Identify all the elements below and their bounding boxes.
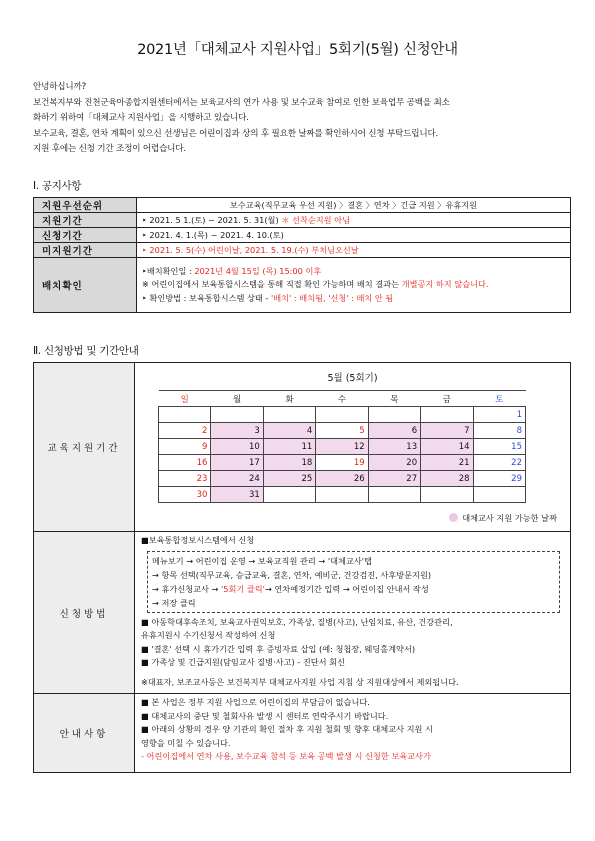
- nosupport-value: ‣ 2021. 5. 5(수) 어린이날, 2021. 5. 19.(수) 부처님오신날: [137, 243, 571, 258]
- calendar-day: 27: [368, 471, 420, 487]
- calendar-day: [316, 487, 368, 503]
- day-header: 토: [473, 391, 525, 407]
- section-heading-apply: Ⅱ. 신청방법 및 기간안내: [33, 345, 139, 357]
- guide-cell: [135, 694, 571, 773]
- confirm-method: ‣ 확인방법 : 보육통합시스템 상태 -: [142, 292, 271, 303]
- confirm-cell: [137, 258, 571, 313]
- menu-path-line: → 항목 선택(직무교육, 승급교육, 결혼, 연차, 예비군, 건강검진, 사후방문지원): [152, 569, 432, 580]
- intro-line: 보건복지부와 진천군육아종합지원센터에서는 보육교사의 연가 사용 및 보수교육 참여로 인한 보육업무 공백을 최소: [33, 97, 450, 108]
- page-title: 2021년「대체교사 지원사업」5회기(5월) 신청안내: [137, 42, 458, 58]
- day-header: 수: [316, 391, 368, 407]
- method-line: 유휴지원시 수기신청서 작성하여 신청: [141, 630, 276, 640]
- calendar-label: 교육지원기간: [34, 363, 135, 532]
- calendar-day: [263, 487, 315, 503]
- calendar-title: 5월 (5회기): [327, 373, 378, 384]
- confirm-date: 2021년 4월 15일 (목) 15:00 이후: [194, 265, 322, 276]
- menu-path-line: 메뉴보기 → 어린이집 운영 → 보육교직원 관리 → '대체교사'탭: [152, 555, 372, 566]
- calendar-day: 31: [211, 487, 263, 503]
- day-header: 화: [263, 391, 315, 407]
- priority-label: 지원우선순위: [34, 198, 137, 213]
- menu-path-line: → 저장 클릭: [152, 597, 196, 608]
- method-label: 신청방법: [34, 532, 135, 694]
- menu-path-box: [147, 551, 560, 613]
- calendar-day: 24: [211, 471, 263, 487]
- period-value: ‣ 2021. 5 1.(토) ~ 2021. 5. 31(월): [142, 214, 279, 225]
- method-line: ■보육통합정보시스템에서 신청: [141, 535, 255, 545]
- menu-path-line: → 연차예정기간 입력 → 어린이집 안내서 작성: [264, 583, 429, 594]
- calendar-day: 7: [421, 423, 473, 439]
- calendar-day: 17: [211, 455, 263, 471]
- guide-line: ■ 본 사업은 정부 지원 사업으로 어린이집의 부담금이 없습니다.: [141, 697, 370, 707]
- guide-warning: - 어린이집에서 연차 사용, 보수교육 참석 등 보육 공백 발생 시 신청한 보육교사가: [141, 751, 431, 761]
- calendar-day: 30: [159, 487, 211, 503]
- calendar-day: 28: [421, 471, 473, 487]
- method-cell: [135, 532, 571, 694]
- calendar-day: 19: [316, 455, 368, 471]
- calendar-day: 14: [421, 439, 473, 455]
- calendar-day: 4: [263, 423, 315, 439]
- apply-value: ‣ 2021. 4. 1.(목) ~ 2021. 4. 10.(토): [137, 228, 571, 243]
- day-header: 목: [368, 391, 420, 407]
- calendar-day: 11: [263, 439, 315, 455]
- period-cell: [137, 213, 571, 228]
- calendar-day: 9: [159, 439, 211, 455]
- calendar-day: 18: [263, 455, 315, 471]
- guide-label: 안내사항: [34, 694, 135, 773]
- calendar-day: 25: [263, 471, 315, 487]
- calendar-day: 26: [316, 471, 368, 487]
- method-line: ■ '결혼' 선택 시 휴가기간 입력 후 증빙자료 삽입 (예: 청첩장, 웨딩홀계약서): [141, 643, 416, 654]
- calendar-day: 8: [473, 423, 525, 439]
- apply-label: 신청기간: [34, 228, 137, 243]
- intro-line: 안녕하십니까?: [33, 82, 86, 92]
- legend-dot-icon: [449, 513, 458, 522]
- day-header: 금: [421, 391, 473, 407]
- confirm-note-emph: 개별공지 하지 않습니다.: [401, 279, 489, 290]
- calendar-day: 12: [316, 439, 368, 455]
- calendar-day: 22: [473, 455, 525, 471]
- legend-text: 대체교사 지원 가능한 날짜: [462, 513, 557, 523]
- day-header: 월: [211, 391, 263, 407]
- guide-line: ■ 아래의 상황의 경우 양 기관의 확인 절차 후 지원 철회 및 향후 대체교사 지원 시: [141, 724, 433, 734]
- calendar-day: [421, 487, 473, 503]
- intro-line: 보수교육, 결혼, 연차 계획이 있으신 선생님은 어린이집과 상의 후 필요한 날짜를 확인하시어 신청 부탁드립니다.: [33, 128, 439, 139]
- confirm-method-emph: '배치' : 배치됨, '신청' : 배치 안 됨: [270, 292, 394, 303]
- period-label: 지원기간: [34, 213, 137, 228]
- priority-value: 보수교육(직무교육 우선 지원) 〉결혼 〉연차 〉긴급 지원 〉유휴지원: [137, 198, 571, 213]
- nosupport-label: 미지원기간: [34, 243, 137, 258]
- calendar-day: [473, 487, 525, 503]
- confirm-note: ※ 어린이집에서 보육통합시스템을 통해 직접 확인 가능하며 배치 결과는: [142, 279, 402, 290]
- calendar-day: [368, 487, 420, 503]
- period-note: ＊ 선착순지원 아님: [278, 214, 350, 225]
- calendar-day: 29: [473, 471, 525, 487]
- intro-line: 지원 후에는 신청 기간 조정이 어렵습니다.: [33, 144, 186, 155]
- calendar-day: [316, 407, 368, 423]
- calendar-legend: [136, 513, 557, 524]
- calendar-day: 15: [473, 439, 525, 455]
- confirm-label: 배치확인: [34, 258, 137, 313]
- calendar-cell: [135, 363, 571, 532]
- calendar: [158, 390, 526, 503]
- calendar-day: 5: [316, 423, 368, 439]
- calendar-day: 3: [211, 423, 263, 439]
- confirm-date-label: ‣배치확인일 :: [142, 265, 195, 276]
- intro-paragraph: [33, 80, 573, 158]
- calendar-day: 10: [211, 439, 263, 455]
- intro-line: 화하기 위하여「대체교사 지원사업」을 시행하고 있습니다.: [33, 113, 249, 124]
- menu-path-line: → 휴가신청교사 →: [152, 583, 221, 594]
- calendar-day: [263, 407, 315, 423]
- calendar-day: [368, 407, 420, 423]
- guide-line: 영향을 미칠 수 있습니다.: [141, 737, 231, 748]
- calendar-day: 13: [368, 439, 420, 455]
- menu-path-emph: '5회기 클릭': [220, 583, 265, 594]
- calendar-day: 20: [368, 455, 420, 471]
- calendar-day: [211, 407, 263, 423]
- method-note: ※대표자, 보조교사등은 보건복지부 대체교사지원 사업 지침 상 지원대상에서 제외됩니다.: [141, 676, 459, 687]
- calendar-day: 21: [421, 455, 473, 471]
- method-line: ■ 아동학대후속조치, 보육교사권익보호, 가족상, 질병(사고), 난임치료, 유산, 건강관리,: [141, 616, 453, 627]
- calendar-day: 6: [368, 423, 420, 439]
- section-heading-notice: Ⅰ. 공지사항: [33, 180, 82, 192]
- calendar-day: 1: [473, 407, 525, 423]
- calendar-day: [421, 407, 473, 423]
- notice-table: [33, 197, 571, 313]
- calendar-day: 16: [159, 455, 211, 471]
- calendar-day: [159, 407, 211, 423]
- day-header: 일: [159, 391, 211, 407]
- apply-table: [33, 362, 571, 773]
- method-line: ■ 가족상 및 긴급지원(담임교사 질병·사고) - 진단서 회신: [141, 657, 345, 667]
- calendar-day: 2: [159, 423, 211, 439]
- calendar-day: 23: [159, 471, 211, 487]
- guide-line: ■ 대체교사의 중단 및 철회사유 발생 시 센터로 연락주시기 바랍니다.: [141, 710, 389, 721]
